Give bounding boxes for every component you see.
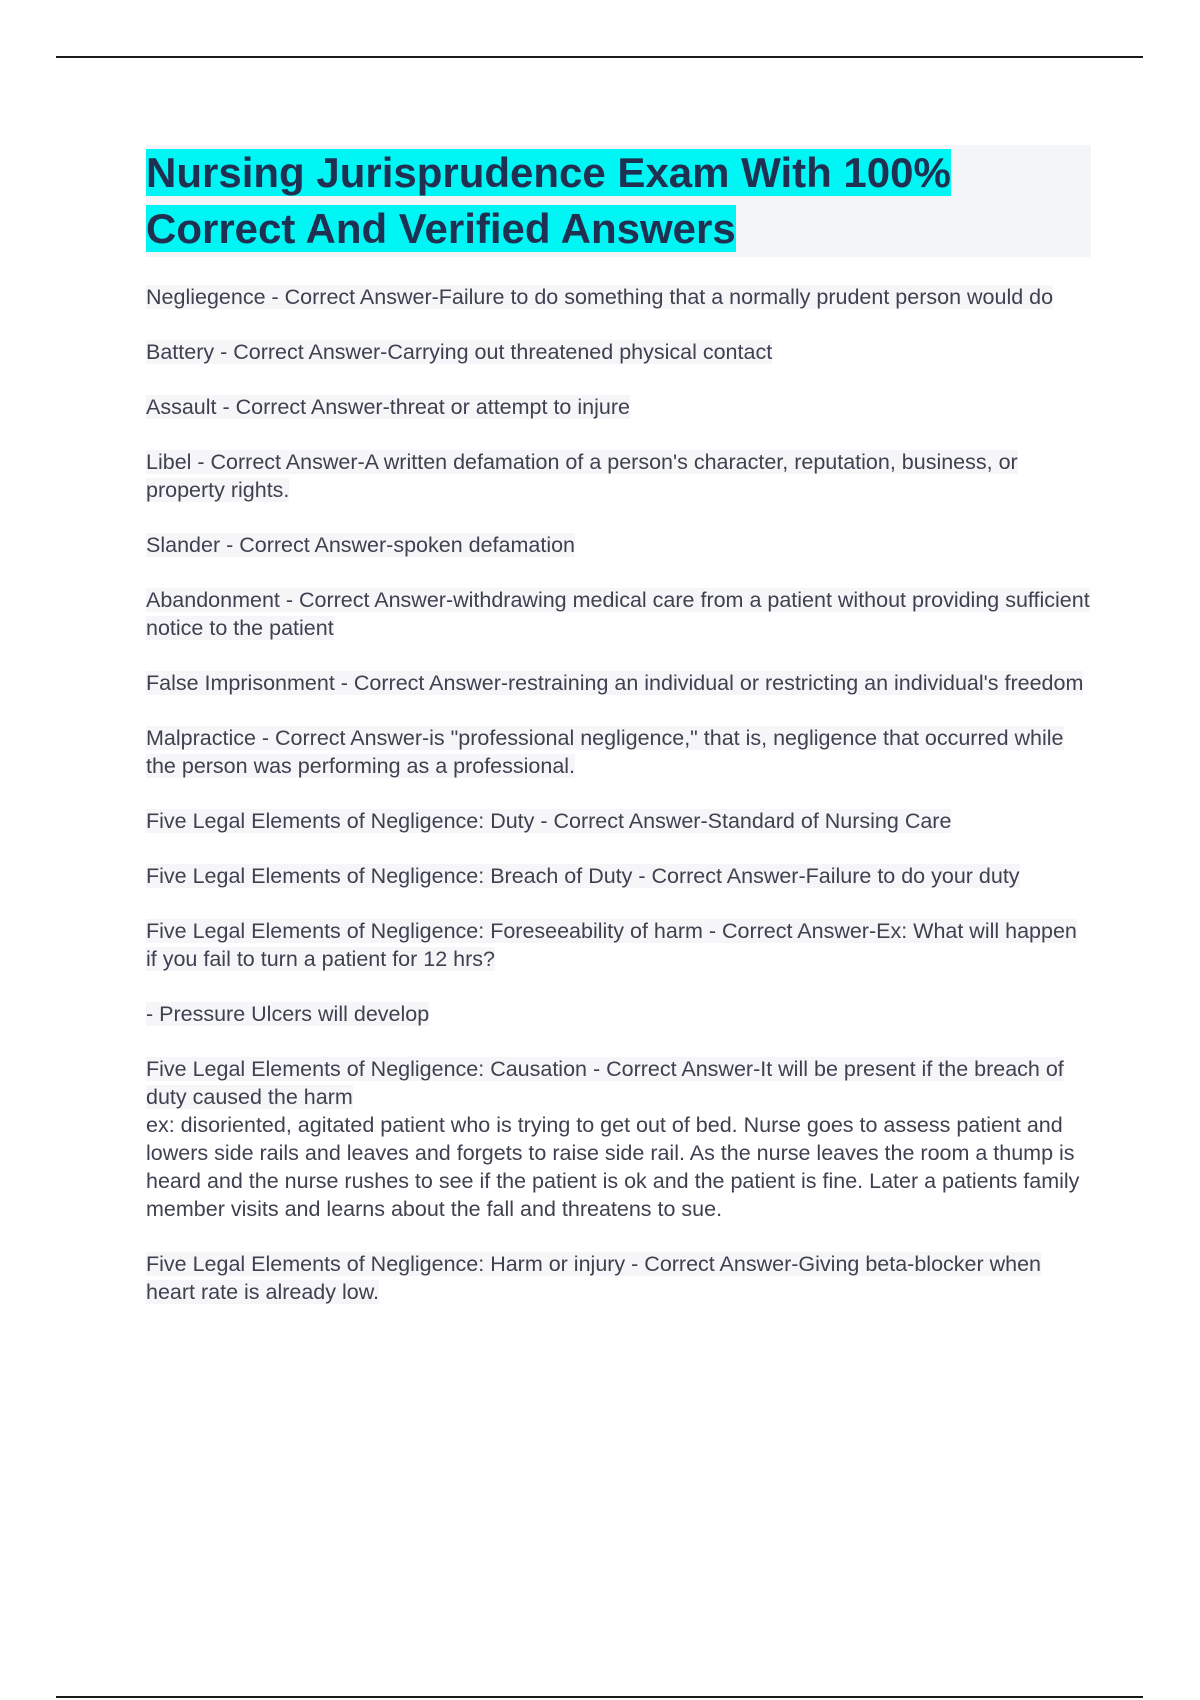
qa-text: Negliegence - Correct Answer-Failure to do something that a normally prudent person would do — [146, 285, 1054, 309]
title-highlight: Nursing Jurisprudence Exam With 100% Correct And Verified Answers — [146, 149, 951, 252]
top-rule — [56, 56, 1143, 58]
qa-abandonment — [146, 586, 1091, 642]
qa-text: Five Legal Elements of Negligence: Breach of Duty - Correct Answer-Failure to do your duty — [146, 864, 1020, 888]
qa-malpractice — [146, 724, 1091, 780]
document-body — [146, 145, 1091, 1333]
qa-text: Assault - Correct Answer-threat or attempt to injure — [146, 395, 630, 419]
qa-causation — [146, 1055, 1091, 1223]
qa-slander — [146, 531, 1091, 559]
qa-text: Abandonment - Correct Answer-withdrawing medical care from a patient without providing sufficient notice to the patient — [146, 588, 1090, 640]
qa-assault — [146, 393, 1091, 421]
qa-text: Five Legal Elements of Negligence: Duty - Correct Answer-Standard of Nursing Care — [146, 809, 952, 833]
qa-breach-of-duty — [146, 862, 1091, 890]
qa-libel — [146, 448, 1091, 504]
qa-negligence — [146, 283, 1091, 311]
qa-text: Five Legal Elements of Negligence: Harm or injury - Correct Answer-Giving beta-blocker when heart rate is already low. — [146, 1252, 1042, 1304]
bottom-rule — [56, 1696, 1143, 1698]
qa-text: - Pressure Ulcers will develop — [146, 1002, 430, 1026]
qa-false-imprisonment — [146, 669, 1091, 697]
qa-battery — [146, 338, 1091, 366]
qa-text: Five Legal Elements of Negligence: Foreseeability of harm - Correct Answer-Ex: What will happen if you fail to turn a patient for 12 hrs? — [146, 919, 1077, 971]
qa-text: Five Legal Elements of Negligence: Causation - Correct Answer-It will be present if the breach of duty caused the harm — [146, 1057, 1064, 1109]
qa-text: Malpractice - Correct Answer-is "professional negligence," that is, negligence that occurred while the person was performing as a professional. — [146, 726, 1064, 778]
qa-text: False Imprisonment - Correct Answer-restraining an individual or restricting an individual's freedom — [146, 671, 1084, 695]
qa-text: Battery - Correct Answer-Carrying out threatened physical contact — [146, 340, 773, 364]
qa-harm-or-injury — [146, 1250, 1091, 1306]
causation-example: ex: disoriented, agitated patient who is trying to get out of bed. Nurse goes to assess patient and lowers side rails and leaves and forgets to raise side rail. As the nurse leaves the room a thump is heard and the nurse rushes to see if the patient is ok and the patient is fine. Later a patients family member visits and learns about the fall and threatens to sue. — [146, 1113, 1080, 1221]
document-title — [146, 145, 1091, 257]
qa-duty — [146, 807, 1091, 835]
qa-text: Slander - Correct Answer-spoken defamation — [146, 533, 576, 557]
qa-text: Libel - Correct Answer-A written defamation of a person's character, reputation, business, or property rights. — [146, 450, 1018, 502]
qa-pressure-ulcers — [146, 1000, 1091, 1028]
qa-foreseeability — [146, 917, 1091, 973]
